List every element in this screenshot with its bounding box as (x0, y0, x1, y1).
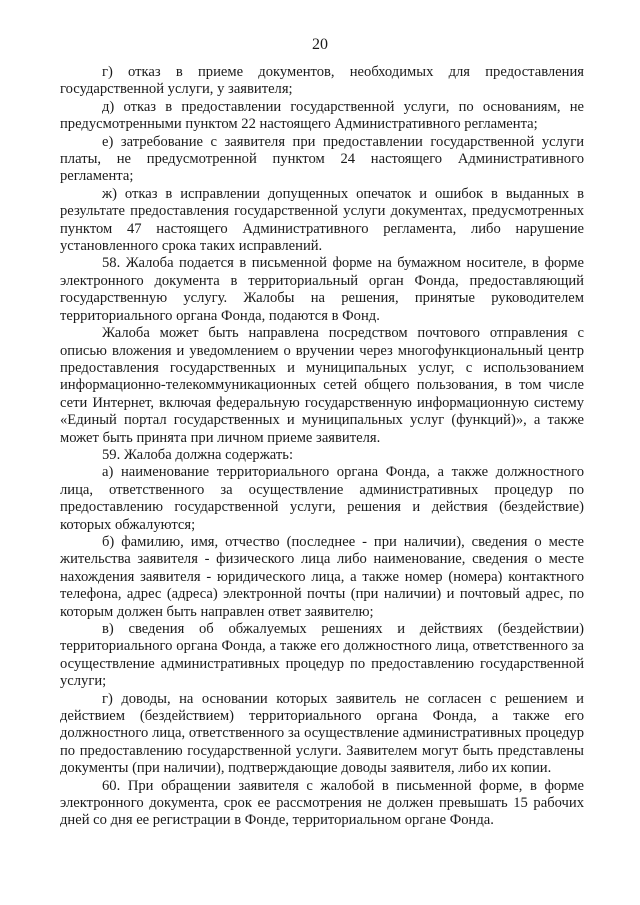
paragraph-item-zh: ж) отказ в исправлении допущенных опечаток и ошибок в выданных в результате предоставления государственной услуги документах, предусмотренных пунктом 47 настоящего Административного регламента, либо нарушение установленного срока таких исправлений. (60, 185, 584, 255)
paragraph-item-e: е) затребование с заявителя при предоставлении государственной услуги платы, не предусмотренной пунктом 24 настоящего Административного регламента; (60, 133, 584, 185)
paragraph-item-g2: г) доводы, на основании которых заявитель не согласен с решением и действием (бездействием) территориального органа Фонда, а также его должностного лица, ответственного за осуществление административных процедур по предоставлению государственной услуги. Заявителем могут быть представлены документы (при наличии), подтверждающие доводы заявителя, либо их копии. (60, 690, 584, 777)
paragraph-item-a: а) наименование территориального органа Фонда, а также должностного лица, ответственного за осуществление административных процедур по предоставлению государственной услуги, решения и действия (бездействие) которых обжалуются; (60, 464, 584, 533)
page-number: 20 (312, 36, 328, 53)
paragraph-item-d: д) отказ в предоставлении государственной услуги, по основаниям, не предусмотренными пунктом 22 настоящего Административного регламента; (60, 98, 584, 133)
document-body (60, 64, 584, 830)
paragraph-clause-60: 60. При обращении заявителя с жалобой в письменной форме, в форме электронного документа, срок ее рассмотрения не должен превышать 15 рабочих дней со дня ее регистрации в Фонде, территориальном органе Фонда. (60, 777, 584, 829)
paragraph-item-b: б) фамилию, имя, отчество (последнее - при наличии), сведения о месте жительства заявителя - физического лица либо наименование, сведения о месте нахождения заявителя - юридического лица, а также номер (номера) контактного телефона, адрес (адреса) электронной почты (при наличии) и почтовый адрес, по которым должен быть направлен ответ заявителю; (60, 533, 584, 620)
paragraph-complaint-delivery: Жалоба может быть направлена посредством почтового отправления с описью вложения и уведомлением о вручении через многофункциональный центр предоставления государственных и муниципальных услуг, с использованием информационно-телекоммуникационных сетей общего пользования, в том числе сети Интернет, включая федеральную государственную информационную систему «Единый портал государственных и муниципальных услуг (функций)», а также может быть принята при личном приеме заявителя. (60, 325, 584, 446)
paragraph-item-g: г) отказ в приеме документов, необходимых для предоставления государственной услуги, у заявителя; (60, 64, 584, 98)
paragraph-item-v: в) сведения об обжалуемых решениях и действиях (бездействии) территориального органа Фонда, а также его должностного лица, ответственного за осуществление административных процедур по предоставлению государственной услуги; (60, 621, 584, 690)
paragraph-clause-58: 58. Жалоба подается в письменной форме на бумажном носителе, в форме электронного документа в территориальный орган Фонда, предоставляющий государственную услугу. Жалобы на решения, принятые руководителем территориального органа Фонда, подаются в Фонд. (60, 255, 584, 324)
paragraph-clause-59: 59. Жалоба должна содержать: (102, 446, 293, 463)
